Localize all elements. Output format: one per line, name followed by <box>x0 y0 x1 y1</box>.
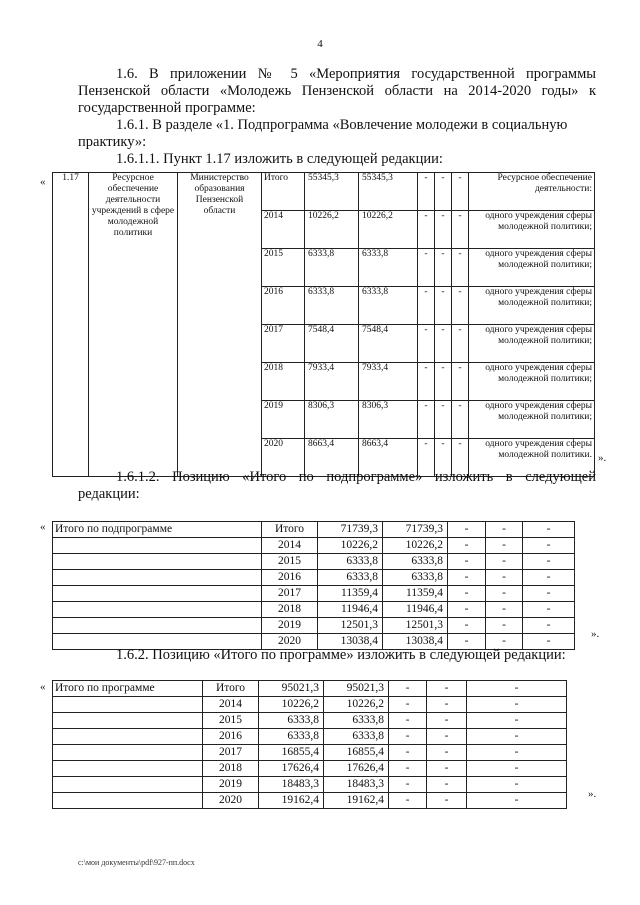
dash-cell: - <box>435 439 452 477</box>
paragraph-1-6-1-2: 1.6.1.2. Позицию «Итого по подпрограмме» изложить в следующей редакции: <box>78 469 596 502</box>
amount-regional-cell: 19162,4 <box>324 793 389 809</box>
dash-cell: - <box>467 713 567 729</box>
dash-cell: - <box>427 761 467 777</box>
dash-cell: - <box>452 249 469 287</box>
row-label-cell: Итого по подпрограмме <box>53 522 262 538</box>
table-row <box>53 522 575 538</box>
amount-regional-cell: 10226,2 <box>359 211 418 249</box>
dash-cell: - <box>448 538 486 554</box>
dash-cell: - <box>448 602 486 618</box>
row-label-cell <box>53 793 203 809</box>
table-row <box>53 538 575 554</box>
dash-cell: - <box>435 287 452 325</box>
year-cell: 2015 <box>203 713 259 729</box>
table-row <box>53 777 567 793</box>
result-cell: одного учреждения сферы молодежной политики; <box>469 363 595 401</box>
amount-regional-cell: 18483,3 <box>324 777 389 793</box>
dash-cell: - <box>418 211 435 249</box>
paragraph-1-6-2: 1.6.2. Позицию «Итого по программе» изложить в следующей редакции: <box>116 647 566 663</box>
dash-cell: - <box>486 634 523 650</box>
dash-cell: - <box>486 554 523 570</box>
dash-cell: - <box>389 777 427 793</box>
dash-cell: - <box>523 602 575 618</box>
quote-close-t2: ». <box>591 628 600 640</box>
year-cell: 2018 <box>262 602 318 618</box>
row-label-cell <box>53 697 203 713</box>
dash-cell: - <box>418 363 435 401</box>
dash-cell: - <box>448 586 486 602</box>
result-cell: одного учреждения сферы молодежной политики. <box>469 439 595 477</box>
row-label-cell <box>53 729 203 745</box>
dash-cell: - <box>452 439 469 477</box>
dash-cell: - <box>418 173 435 211</box>
year-cell: 2014 <box>262 538 318 554</box>
year-cell: 2018 <box>203 761 259 777</box>
result-cell: одного учреждения сферы молодежной политики; <box>469 325 595 363</box>
amount-total-cell: 7548,4 <box>305 325 359 363</box>
quote-open-t2: « <box>40 521 46 533</box>
amount-total-cell: 55345,3 <box>305 173 359 211</box>
dash-cell: - <box>389 697 427 713</box>
amount-regional-cell: 71739,3 <box>383 522 448 538</box>
dash-cell: - <box>448 634 486 650</box>
dash-cell: - <box>435 363 452 401</box>
amount-regional-cell: 6333,8 <box>383 554 448 570</box>
row-label-cell: Итого по программе <box>53 681 203 697</box>
item-number-cell: 1.17 <box>53 173 89 477</box>
dash-cell: - <box>467 745 567 761</box>
row-label-cell <box>53 570 262 586</box>
table-item-1-17 <box>52 172 595 477</box>
year-cell: Итого <box>262 522 318 538</box>
amount-regional-cell: 7548,4 <box>359 325 418 363</box>
dash-cell: - <box>467 681 567 697</box>
amount-total-cell: 10226,2 <box>259 697 324 713</box>
year-cell: 2018 <box>262 363 305 401</box>
table-row <box>53 697 567 713</box>
row-label-cell <box>53 586 262 602</box>
quote-open-t3: « <box>40 681 46 693</box>
dash-cell: - <box>389 713 427 729</box>
dash-cell: - <box>486 538 523 554</box>
dash-cell: - <box>452 325 469 363</box>
dash-cell: - <box>389 761 427 777</box>
amount-regional-cell: 6333,8 <box>383 570 448 586</box>
dash-cell: - <box>523 538 575 554</box>
quote-open-t1: « <box>40 176 46 188</box>
page-number: 4 <box>317 38 323 50</box>
dash-cell: - <box>467 761 567 777</box>
dash-cell: - <box>389 729 427 745</box>
year-cell: 2020 <box>203 793 259 809</box>
amount-total-cell: 6333,8 <box>259 713 324 729</box>
dash-cell: - <box>486 618 523 634</box>
amount-total-cell: 16855,4 <box>259 745 324 761</box>
row-label-cell <box>53 761 203 777</box>
year-cell: 2016 <box>262 570 318 586</box>
year-cell: 2014 <box>203 697 259 713</box>
dash-cell: - <box>435 401 452 439</box>
row-label-cell <box>53 713 203 729</box>
year-cell: 2016 <box>203 729 259 745</box>
dash-cell: - <box>523 586 575 602</box>
dash-cell: - <box>448 522 486 538</box>
dash-cell: - <box>389 745 427 761</box>
year-cell: 2015 <box>262 554 318 570</box>
dash-cell: - <box>389 681 427 697</box>
table-row <box>53 586 575 602</box>
result-cell: одного учреждения сферы молодежной политики; <box>469 401 595 439</box>
paragraph-1-6-1-1: 1.6.1.1. Пункт 1.17 изложить в следующей редакции: <box>116 151 443 167</box>
amount-regional-cell: 8306,3 <box>359 401 418 439</box>
amount-regional-cell: 6333,8 <box>324 729 389 745</box>
amount-regional-cell: 11946,4 <box>383 602 448 618</box>
dash-cell: - <box>467 729 567 745</box>
dash-cell: - <box>467 793 567 809</box>
year-cell: 2017 <box>262 325 305 363</box>
row-label-cell <box>53 618 262 634</box>
row-label-cell <box>53 538 262 554</box>
dash-cell: - <box>418 325 435 363</box>
table-subprogram-total <box>52 521 575 650</box>
amount-regional-cell: 12501,3 <box>383 618 448 634</box>
amount-total-cell: 8306,3 <box>305 401 359 439</box>
dash-cell: - <box>427 681 467 697</box>
result-cell: одного учреждения сферы молодежной политики; <box>469 287 595 325</box>
dash-cell: - <box>452 211 469 249</box>
amount-total-cell: 19162,4 <box>259 793 324 809</box>
amount-regional-cell: 6333,8 <box>359 287 418 325</box>
amount-total-cell: 6333,8 <box>305 249 359 287</box>
dash-cell: - <box>448 554 486 570</box>
amount-regional-cell: 8663,4 <box>359 439 418 477</box>
amount-total-cell: 18483,3 <box>259 777 324 793</box>
footer-file-path: c:\мои документы\pdf\927-пп.docx <box>78 858 195 867</box>
table-row <box>53 729 567 745</box>
amount-regional-cell: 17626,4 <box>324 761 389 777</box>
amount-total-cell: 6333,8 <box>318 570 383 586</box>
amount-regional-cell: 55345,3 <box>359 173 418 211</box>
dash-cell: - <box>523 634 575 650</box>
item-owner-cell: Министерство образования Пензенской области <box>178 173 262 477</box>
dash-cell: - <box>435 325 452 363</box>
dash-cell: - <box>448 618 486 634</box>
amount-total-cell: 13038,4 <box>318 634 383 650</box>
dash-cell: - <box>523 522 575 538</box>
dash-cell: - <box>427 697 467 713</box>
dash-cell: - <box>418 287 435 325</box>
table-row <box>53 618 575 634</box>
dash-cell: - <box>467 777 567 793</box>
result-cell: Ресурсное обеспечение деятельности: <box>469 173 595 211</box>
dash-cell: - <box>448 570 486 586</box>
dash-cell: - <box>418 401 435 439</box>
row-label-cell <box>53 745 203 761</box>
table-row <box>53 681 567 697</box>
amount-total-cell: 71739,3 <box>318 522 383 538</box>
amount-total-cell: 6333,8 <box>305 287 359 325</box>
dash-cell: - <box>486 586 523 602</box>
amount-total-cell: 6333,8 <box>259 729 324 745</box>
result-cell: одного учреждения сферы молодежной политики; <box>469 249 595 287</box>
row-label-cell <box>53 777 203 793</box>
dash-cell: - <box>427 777 467 793</box>
year-cell: 2017 <box>203 745 259 761</box>
dash-cell: - <box>418 439 435 477</box>
table-row <box>53 761 567 777</box>
dash-cell: - <box>452 173 469 211</box>
dash-cell: - <box>452 401 469 439</box>
dash-cell: - <box>427 729 467 745</box>
amount-total-cell: 11359,4 <box>318 586 383 602</box>
row-label-cell <box>53 554 262 570</box>
row-label-cell <box>53 602 262 618</box>
dash-cell: - <box>452 287 469 325</box>
dash-cell: - <box>467 697 567 713</box>
dash-cell: - <box>389 793 427 809</box>
dash-cell: - <box>435 211 452 249</box>
year-cell: 2017 <box>262 586 318 602</box>
amount-total-cell: 6333,8 <box>318 554 383 570</box>
dash-cell: - <box>523 618 575 634</box>
dash-cell: - <box>435 173 452 211</box>
amount-regional-cell: 7933,4 <box>359 363 418 401</box>
year-cell: 2015 <box>262 249 305 287</box>
amount-regional-cell: 6333,8 <box>359 249 418 287</box>
amount-regional-cell: 13038,4 <box>383 634 448 650</box>
dash-cell: - <box>435 249 452 287</box>
table-row <box>53 713 567 729</box>
dash-cell: - <box>523 554 575 570</box>
dash-cell: - <box>523 570 575 586</box>
amount-total-cell: 10226,2 <box>305 211 359 249</box>
table-row <box>53 554 575 570</box>
dash-cell: - <box>418 249 435 287</box>
year-cell: 2019 <box>262 401 305 439</box>
dash-cell: - <box>427 713 467 729</box>
table-row <box>53 602 575 618</box>
year-cell: 2016 <box>262 287 305 325</box>
dash-cell: - <box>486 522 523 538</box>
dash-cell: - <box>486 602 523 618</box>
quote-close-t3: ». <box>588 788 597 800</box>
amount-total-cell: 12501,3 <box>318 618 383 634</box>
table-program-total <box>52 680 567 809</box>
result-cell: одного учреждения сферы молодежной политики; <box>469 211 595 249</box>
amount-total-cell: 10226,2 <box>318 538 383 554</box>
amount-regional-cell: 6333,8 <box>324 713 389 729</box>
year-cell: 2020 <box>262 439 305 477</box>
table-row <box>53 173 595 211</box>
year-cell: Итого <box>203 681 259 697</box>
year-cell: 2019 <box>262 618 318 634</box>
table-row <box>53 793 567 809</box>
dash-cell: - <box>452 363 469 401</box>
amount-regional-cell: 11359,4 <box>383 586 448 602</box>
quote-close-t1: ». <box>598 452 607 464</box>
amount-regional-cell: 95021,3 <box>324 681 389 697</box>
amount-total-cell: 8663,4 <box>305 439 359 477</box>
table-row <box>53 745 567 761</box>
dash-cell: - <box>427 793 467 809</box>
amount-total-cell: 17626,4 <box>259 761 324 777</box>
dash-cell: - <box>486 570 523 586</box>
year-cell: Итого <box>262 173 305 211</box>
year-cell: 2014 <box>262 211 305 249</box>
year-cell: 2019 <box>203 777 259 793</box>
amount-regional-cell: 10226,2 <box>324 697 389 713</box>
table-row <box>53 570 575 586</box>
amount-total-cell: 11946,4 <box>318 602 383 618</box>
amount-regional-cell: 16855,4 <box>324 745 389 761</box>
amount-total-cell: 7933,4 <box>305 363 359 401</box>
item-description-cell: Ресурсное обеспечение деятельности учреждений в сфере молодежной политики <box>89 173 178 477</box>
year-cell: 2020 <box>262 634 318 650</box>
amount-regional-cell: 10226,2 <box>383 538 448 554</box>
paragraph-1-6: 1.6. В приложении № 5 «Мероприятия государственной программы Пензенской области «Молодежь Пензенской области на 2014-2020 годы» к государственной программе: <box>78 66 596 116</box>
dash-cell: - <box>427 745 467 761</box>
paragraph-1-6-1: 1.6.1. В разделе «1. Подпрограмма «Вовлечение молодежи в социальную практику»: <box>78 117 568 150</box>
amount-total-cell: 95021,3 <box>259 681 324 697</box>
